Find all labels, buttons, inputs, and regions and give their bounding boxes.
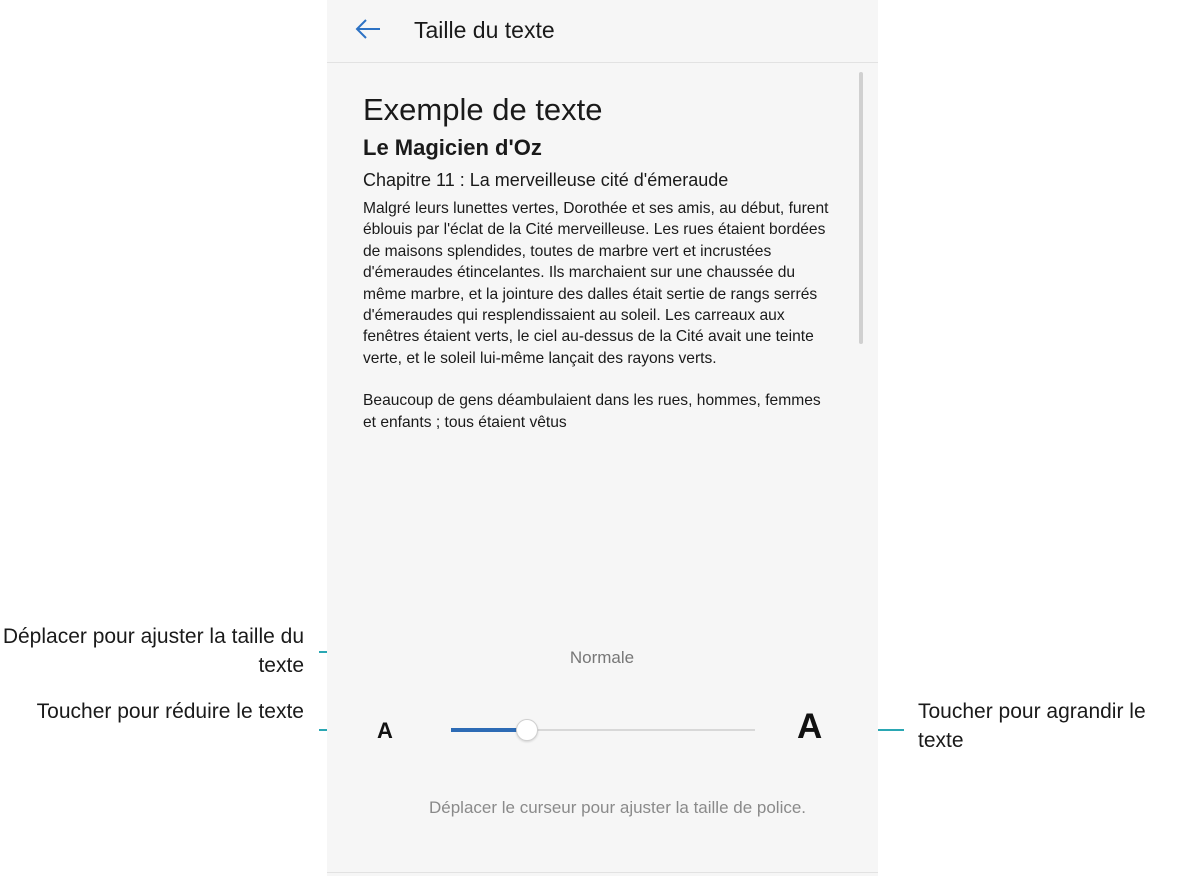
preview-paragraph: Malgré leurs lunettes vertes, Dorothée et ses amis, au début, furent éblouis par l'éclat de la Cité merveilleuse. Les rues étaient bordées de maisons splendides, toutes de marbre vert et incrustées d'émeraudes étincelantes. Ils marchaient sur une chaussée du même marbre, et la jointure des dalles était sertie de rangs serrés d'émeraudes qui resplendissaient au soleil. Les carreaux aux fenêtres étaient verts, le ciel au-dessus de la Cité avait une teinte verte, et le soleil lui-même lançait des rayons verts. xyxy=(363,200,829,367)
page-title: Taille du texte xyxy=(414,17,555,43)
callout-slider: Déplacer pour ajuster la taille du texte xyxy=(2,625,304,677)
slider-hint: Déplacer le curseur pour ajuster la taille de police. xyxy=(429,798,807,817)
preview-paragraph: Beaucoup de gens déambulaient dans les rues, hommes, femmes et enfants ; tous étaient vêtus xyxy=(363,392,821,431)
book-title: Le Magicien d'Oz xyxy=(363,135,542,160)
header-divider xyxy=(327,62,878,63)
enlarge-text-button[interactable]: A xyxy=(797,707,823,746)
settings-screen xyxy=(327,0,878,876)
top-app-bar xyxy=(327,0,878,62)
footer-divider xyxy=(327,872,878,873)
callout-reduce: Toucher pour réduire le texte xyxy=(36,700,304,723)
preview-heading: Exemple de texte xyxy=(363,92,603,127)
back-button[interactable] xyxy=(353,14,383,44)
size-level-label: Normale xyxy=(569,648,635,667)
preview-scrollbar[interactable] xyxy=(859,72,863,344)
text-preview[interactable] xyxy=(363,90,843,610)
reduce-text-button[interactable]: A xyxy=(377,718,393,743)
arrow-left-icon xyxy=(353,14,383,44)
callout-enlarge: Toucher pour agrandir le texte xyxy=(918,700,1146,752)
slider-thumb[interactable] xyxy=(516,719,538,741)
chapter-title: Chapitre 11 : La merveilleuse cité d'émeraude xyxy=(363,170,729,190)
